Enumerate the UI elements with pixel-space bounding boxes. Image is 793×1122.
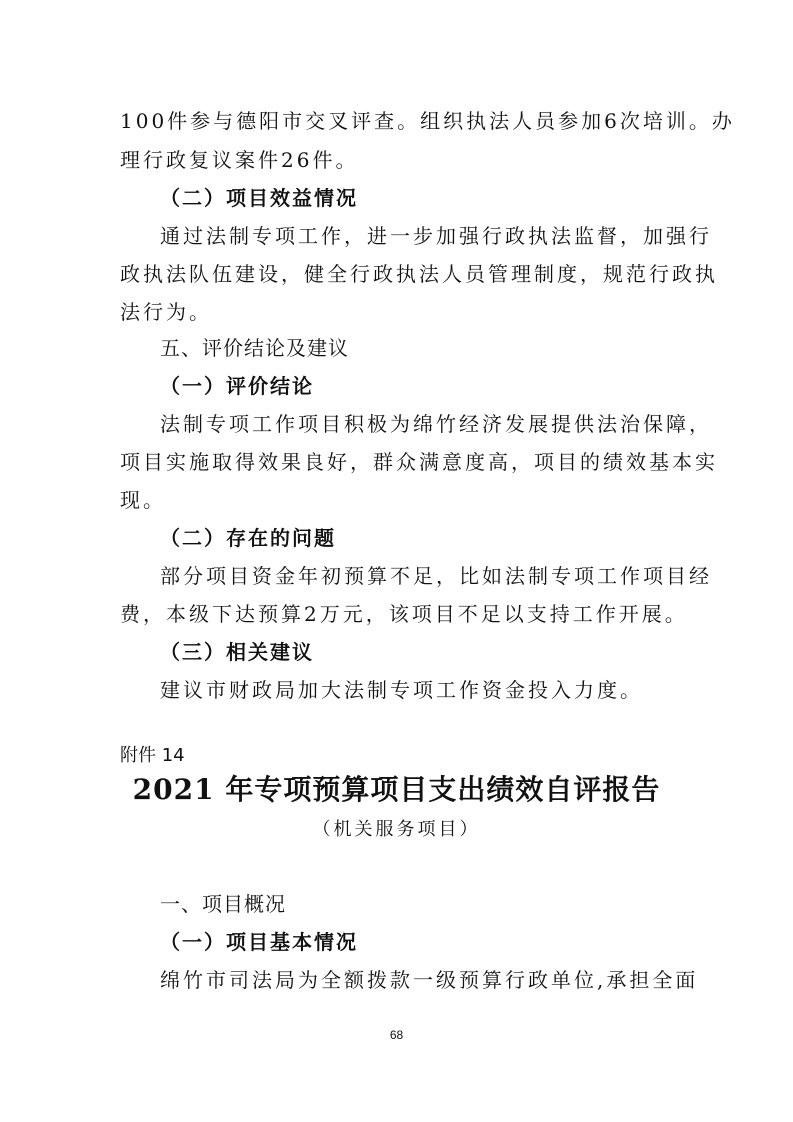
paragraph-line: 政执法队伍建设，健全行政执法人员管理制度，规范行政执 [120, 262, 718, 286]
paragraph-line: 建议市财政局加大法制专项工作资金投入力度。 [160, 678, 643, 702]
paragraph-line: 部分项目资金年初预算不足，比如法制专项工作项目经 [160, 564, 712, 588]
section-heading-suggestions: （三）相关建议 [160, 640, 314, 664]
paragraph-line: 绵竹市司法局为全额拨款一级预算行政单位,承担全面 [160, 968, 699, 992]
paragraph-line: 法行为。 [120, 300, 212, 324]
paragraph-line: 通过法制专项工作，进一步加强行政执法监督，加强行 [160, 224, 712, 248]
section-heading-basic: （一）项目基本情况 [160, 930, 358, 954]
paragraph-line: 现。 [120, 488, 166, 512]
report-subtitle: （机关服务项目） [312, 819, 481, 840]
section-heading-evaluation: 五、评价结论及建议 [160, 336, 349, 360]
section-heading-benefit: （二）项目效益情况 [160, 186, 358, 210]
section-heading-problems: （二）存在的问题 [160, 526, 336, 550]
paragraph-line: 100件参与德阳市交叉评查。组织执法人员参加6次培训。办 [120, 109, 735, 133]
paragraph-line: 项目实施取得效果良好，群众满意度高，项目的绩效基本实 [120, 450, 718, 474]
section-heading-conclusion: （一）评价结论 [160, 374, 314, 398]
attachment-label: 附件 14 [120, 745, 185, 766]
page-number: 68 [389, 1028, 404, 1042]
report-title: 2021 年专项预算项目支出绩效自评报告 [132, 773, 661, 806]
paragraph-line: 理行政复议案件26件。 [120, 148, 359, 172]
paragraph-line: 法制专项工作项目积极为绵竹经济发展提供法治保障， [160, 412, 712, 436]
section-heading-overview: 一、项目概况 [160, 892, 286, 916]
paragraph-line: 费，本级下达预算2万元，该项目不足以支持工作开展。 [120, 602, 688, 626]
